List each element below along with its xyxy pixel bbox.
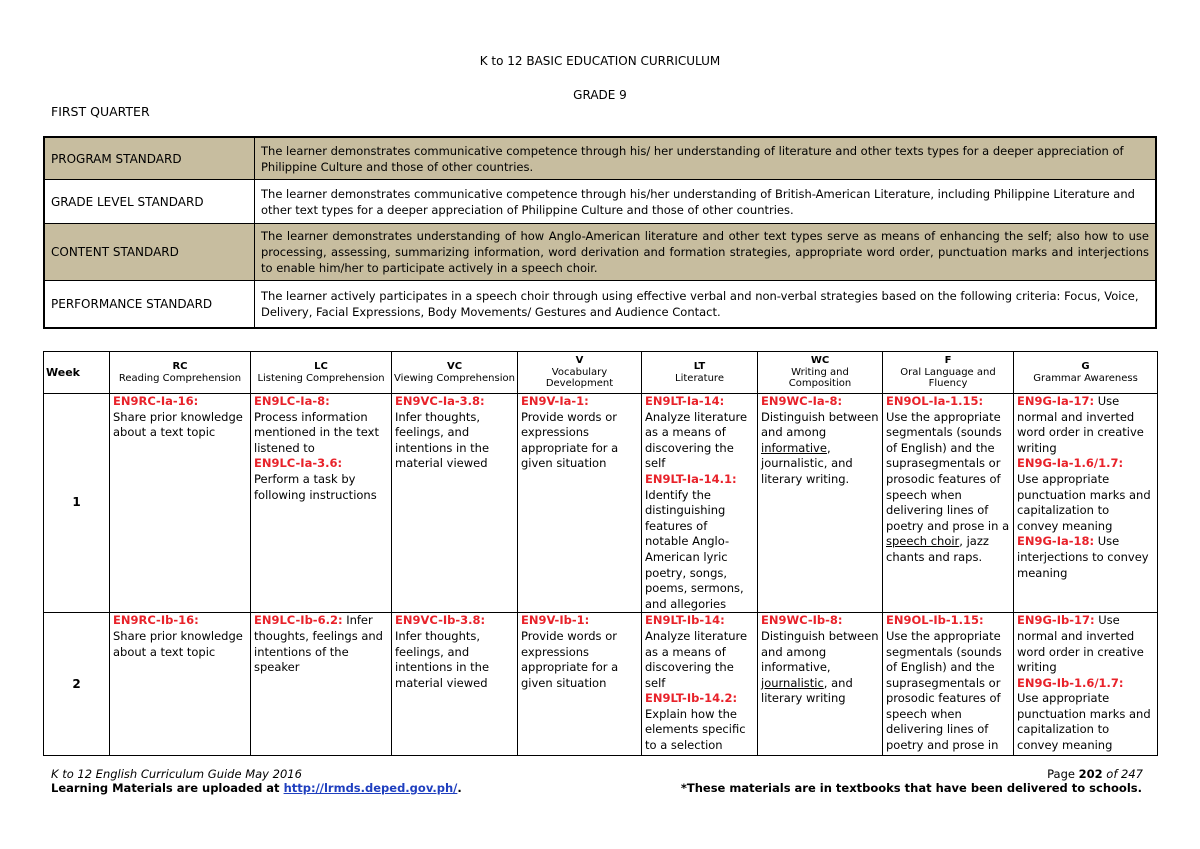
competency-text: Infer thoughts, feelings, and intentions in the material viewed bbox=[395, 409, 490, 471]
competency-text: Share prior knowledge about a text topic bbox=[113, 628, 243, 659]
column-abbr: RC bbox=[172, 361, 188, 372]
f-cell bbox=[883, 394, 1014, 613]
competency-code: EN9LC-Ia-8: bbox=[254, 394, 330, 408]
page-current: 202 bbox=[1078, 767, 1103, 781]
column-abbr: G bbox=[1081, 361, 1090, 372]
week-1-row bbox=[44, 394, 1158, 613]
competency-text: , journalistic, and literary writing. bbox=[761, 440, 853, 486]
underlined-word: informative bbox=[761, 440, 827, 455]
v-header bbox=[518, 352, 642, 394]
competency-text: Use appropriate punctuation marks and capitalization to convey meaning bbox=[1017, 471, 1151, 533]
competency-text: Provide words or expressions appropriate for a given situation bbox=[521, 628, 619, 690]
week-header: Week bbox=[44, 352, 110, 394]
standard-text: The learner demonstrates understanding of how Anglo-American literature and other text types serve as means of enhancing the self; also how to use processing, assessing, summarizing information, word derivation and formation strategies, appropriate word order, punctuation marks and interjections to enable him/her to participate actively in a speech choir. bbox=[255, 224, 1157, 281]
competency-text: Infer thoughts, feelings, and intentions in the material viewed bbox=[395, 628, 490, 690]
competency-code: EN9G-Ib-17: bbox=[1017, 613, 1095, 628]
competency-text: Infer thoughts, feelings and intentions of the speaker bbox=[254, 613, 383, 675]
competency-code: EN9LT-Ia-14: bbox=[645, 394, 725, 408]
competency-code: EN9LT-Ib-14.2: bbox=[645, 691, 738, 706]
competency-code: EN9WC-Ia-8: bbox=[761, 394, 843, 408]
competency-code: EN9VC-Ib-3.8: bbox=[395, 613, 486, 628]
competency-code: EN9V-Ia-1: bbox=[521, 394, 589, 408]
upload-text: Learning Materials are uploaded at bbox=[51, 781, 284, 795]
standard-text: The learner actively participates in a speech choir through using effective verbal and non-verbal strategies based on the following criteria: Focus, Voice, Delivery, Facial Expressions, Body Movements/ Gestures and Audience Contact. bbox=[255, 281, 1157, 329]
standards-table bbox=[43, 136, 1157, 329]
lt-header bbox=[642, 352, 758, 394]
lrmds-link[interactable]: http://lrmds.deped.gov.ph/ bbox=[283, 781, 458, 795]
column-abbr: V bbox=[575, 355, 584, 367]
competency-code: EN9G-Ia-18: bbox=[1017, 534, 1095, 549]
page-prefix: Page bbox=[1047, 767, 1079, 781]
competency-code: EN9V-Ib-1: bbox=[521, 613, 590, 628]
week-number: 1 bbox=[44, 394, 110, 613]
competency-text: , jazz chants and raps. bbox=[886, 534, 989, 564]
column-name: Listening Comprehension bbox=[257, 372, 385, 384]
week-2-row bbox=[44, 613, 1158, 756]
v-cell bbox=[518, 613, 642, 756]
vc-header bbox=[392, 352, 518, 394]
v-cell bbox=[518, 394, 642, 613]
competency-text: , and literary writing bbox=[761, 675, 853, 706]
competency-text: Use normal and inverted word order in creative writing bbox=[1017, 394, 1144, 455]
underlined-word: speech choir bbox=[886, 534, 960, 549]
competency-text: Distinguish between and among informative, bbox=[761, 628, 879, 675]
column-abbr: LT bbox=[693, 361, 706, 372]
competency-code: EN9RC-Ib-16: bbox=[113, 613, 199, 628]
competency-text: Share prior knowledge about a text topic bbox=[113, 409, 243, 440]
guide-footer: K to 12 English Curriculum Guide May 2016 bbox=[51, 767, 302, 781]
competency-code: EN9LC-Ia-3.6: bbox=[254, 456, 343, 471]
standard-label: PERFORMANCE STANDARD bbox=[44, 281, 255, 329]
competency-code: EN9LT-Ia-14.1: bbox=[645, 471, 737, 486]
page-total: of 247 bbox=[1102, 767, 1143, 781]
g-header bbox=[1014, 352, 1158, 394]
column-abbr: F bbox=[944, 355, 952, 367]
column-abbr: WC bbox=[810, 355, 830, 367]
competency-text: Use the appropriate segmentals (sounds of English) and the suprasegmentals or prosodic features of speech when delivering lines of poetry and prose in a bbox=[886, 409, 1010, 533]
program-standard-row bbox=[44, 137, 1156, 180]
competency-code: EN9VC-Ia-3.8: bbox=[395, 394, 485, 408]
lc-header bbox=[251, 352, 392, 394]
performance-standard-row bbox=[44, 281, 1156, 329]
competency-text: Use the appropriate segmentals (sounds of English) and the suprasegmentals or prosodic features of speech when delivering lines of poetry and prose in bbox=[886, 628, 1002, 753]
g-cell bbox=[1014, 613, 1158, 756]
standard-label: CONTENT STANDARD bbox=[44, 224, 255, 281]
competency-code: EN9LC-Ib-6.2: bbox=[254, 613, 343, 628]
competency-code: EN9G-Ia-17: bbox=[1017, 394, 1095, 408]
competency-text: Analyze literature as a means of discovering the self bbox=[645, 409, 748, 471]
rc-cell bbox=[110, 394, 251, 613]
rc-header bbox=[110, 352, 251, 394]
competency-code: EN9OL-Ia-1.15: bbox=[886, 394, 984, 408]
competency-text: Use normal and inverted word order in creative writing bbox=[1017, 613, 1144, 675]
competency-text: Analyze literature as a means of discovering the self bbox=[645, 628, 748, 690]
column-name: Oral Language and Fluency bbox=[900, 366, 996, 390]
competency-code: EN9WC-Ib-8: bbox=[761, 613, 843, 628]
g-cell bbox=[1014, 394, 1158, 613]
competency-text: Distinguish between and among bbox=[761, 409, 879, 440]
grade-title: GRADE 9 bbox=[573, 88, 627, 102]
wc-cell bbox=[758, 613, 883, 756]
competency-code: EN9RC-Ia-16: bbox=[113, 394, 199, 408]
competency-text: Provide words or expressions appropriate for a given situation bbox=[521, 409, 619, 471]
upload-footer bbox=[51, 781, 462, 795]
textbook-note: *These materials are in textbooks that have been delivered to schools. bbox=[680, 781, 1142, 795]
vc-cell bbox=[392, 394, 518, 613]
lt-cell bbox=[642, 613, 758, 756]
week-number: 2 bbox=[44, 613, 110, 756]
content-standard-row bbox=[44, 224, 1156, 281]
lc-cell bbox=[251, 394, 392, 613]
standard-label: GRADE LEVEL STANDARD bbox=[44, 180, 255, 224]
column-name: Grammar Awareness bbox=[1033, 372, 1138, 384]
competency-text: Use appropriate punctuation marks and capitalization to convey meaning bbox=[1017, 691, 1151, 753]
competencies-table bbox=[43, 351, 1158, 756]
competency-code: EN9G-Ib-1.6/1.7: bbox=[1017, 675, 1124, 690]
page-number bbox=[1047, 767, 1143, 781]
underlined-word: journalistic bbox=[761, 675, 824, 690]
quarter-label: FIRST QUARTER bbox=[51, 104, 150, 119]
f-cell bbox=[883, 613, 1014, 756]
competency-text: Use interjections to convey meaning bbox=[1017, 534, 1149, 580]
column-abbr: VC bbox=[446, 361, 463, 372]
competency-text: Perform a task by following instructions bbox=[254, 471, 377, 502]
rc-cell bbox=[110, 613, 251, 756]
column-abbr: LC bbox=[314, 361, 328, 372]
competency-text: Identify the distinguishing features of notable Anglo-American lyric poetry, songs, poems, sermons, and allegories bbox=[645, 487, 744, 611]
column-name: Writing and Composition bbox=[788, 366, 852, 390]
column-name: Viewing Comprehension bbox=[394, 372, 515, 384]
f-header bbox=[883, 352, 1014, 394]
column-name: Reading Comprehension bbox=[118, 372, 242, 384]
column-name: Vocabulary Development bbox=[545, 366, 614, 390]
column-name: Literature bbox=[675, 372, 724, 384]
grade-level-standard-row bbox=[44, 180, 1156, 224]
standard-text: The learner demonstrates communicative competence through his/ her understanding of literature and other texts types for a deeper appreciation of Philippine Culture and those of other countries. bbox=[255, 137, 1157, 180]
wc-cell bbox=[758, 394, 883, 613]
standard-label: PROGRAM STANDARD bbox=[44, 137, 255, 180]
competency-text: Explain how the elements specific to a selection bbox=[645, 706, 746, 753]
vc-cell bbox=[392, 613, 518, 756]
lc-cell bbox=[251, 613, 392, 756]
lt-cell bbox=[642, 394, 758, 613]
competency-code: EN9LT-Ib-14: bbox=[645, 613, 725, 628]
header-row bbox=[44, 352, 1158, 394]
link-period: . bbox=[457, 781, 462, 795]
wc-header bbox=[758, 352, 883, 394]
standard-text: The learner demonstrates communicative competence through his/her understanding of British-American Literature, including Philippine Literature and other text types for a deeper appreciation of Philippine Culture and those of other countries. bbox=[255, 180, 1157, 224]
competency-code: EN9G-Ia-1.6/1.7: bbox=[1017, 456, 1124, 471]
competency-text: Process information mentioned in the text listened to bbox=[254, 409, 379, 455]
curriculum-title: K to 12 BASIC EDUCATION CURRICULUM bbox=[479, 54, 721, 68]
competency-code: EN9OL-Ib-1.15: bbox=[886, 613, 984, 628]
